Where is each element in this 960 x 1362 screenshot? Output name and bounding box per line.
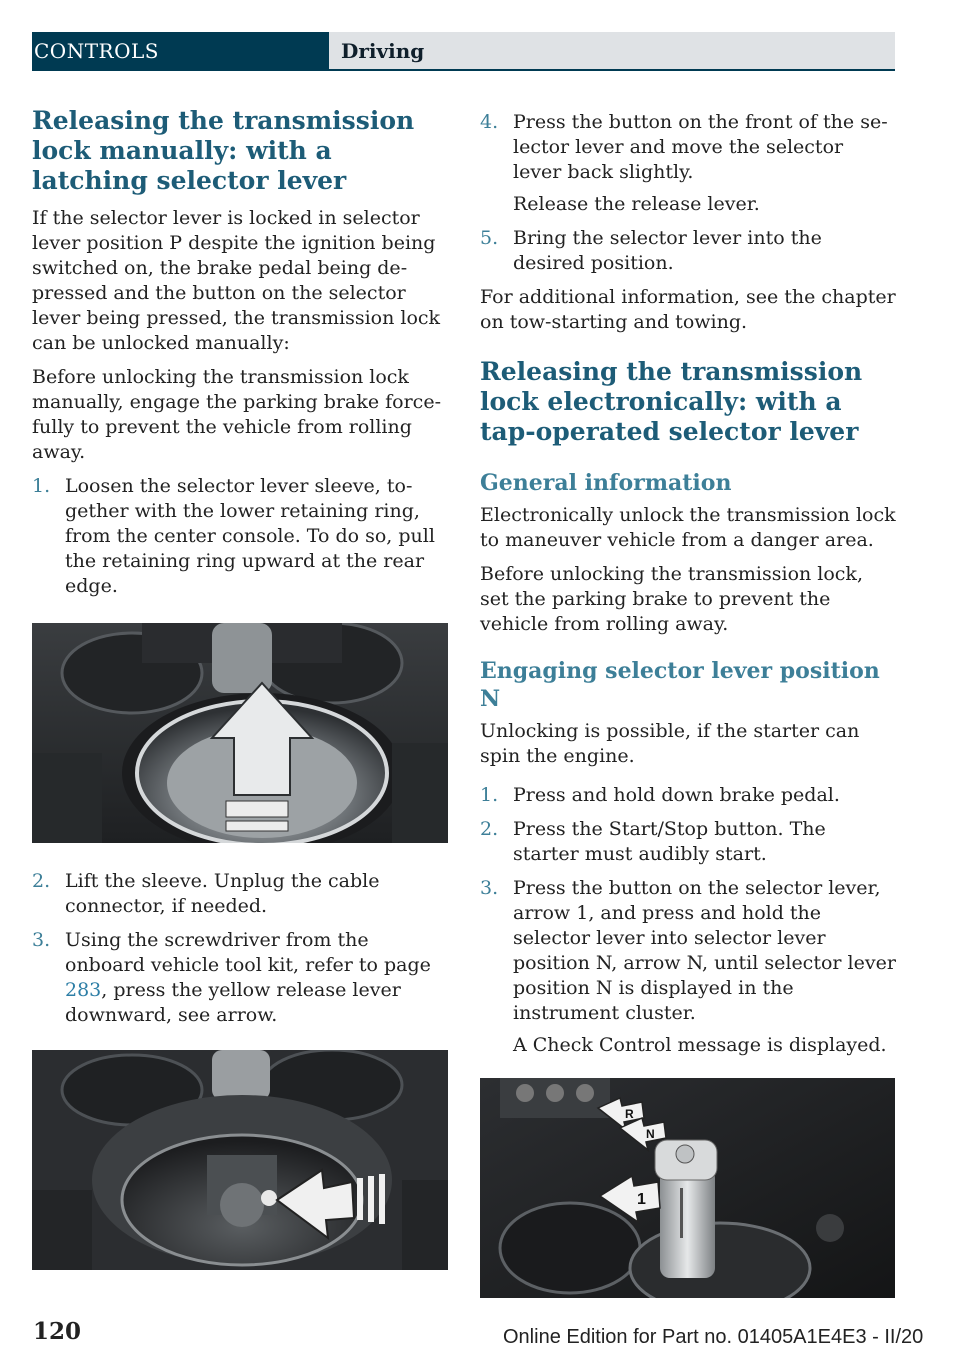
- list-item: [480, 110, 896, 217]
- list-item: [480, 226, 896, 276]
- figure-release-lever: [32, 1050, 448, 1270]
- figure-tap-selector-lever: [480, 1078, 895, 1298]
- paragraph-general-2: Before unlocking the transmission lock, set the parking brake to prevent the vehicle from rolling away.: [480, 563, 863, 635]
- subheading-engaging-n: Engaging selector lever position N: [480, 658, 880, 712]
- arrow-1-label: 1: [637, 1191, 646, 1208]
- arrow-n-label: N: [646, 1127, 655, 1141]
- step-number: 1.: [32, 475, 51, 497]
- page-reference-link[interactable]: 283: [65, 979, 102, 1001]
- list-item: [32, 928, 448, 1028]
- footer-edition: Online Edition for Part no. 01405A1E4E3 - II/20: [503, 1326, 924, 1348]
- list-item: [32, 474, 448, 599]
- paragraph-general-1: Electronically unlock the transmission lock to maneuver vehicle from a danger area.: [480, 504, 896, 551]
- page-header: [32, 32, 895, 71]
- manual-steps-list-continued: [32, 869, 448, 1028]
- section-heading-manual-release: Releasing the transmission lock manually: with a latching selector lever: [32, 106, 415, 195]
- manual-steps-list: [32, 474, 448, 599]
- paragraph-engage: Unlocking is possible, if the starter can spin the engine.: [480, 720, 860, 767]
- step-text-start: Using the screwdriver from the onboard vehicle tool kit, refer to page: [65, 929, 431, 976]
- subheading-general-information: General information: [480, 470, 732, 496]
- step-text: Lift the sleeve. Unplug the cable connector, if needed.: [65, 870, 380, 917]
- paragraph-parking-brake: Before unlocking the transmission lock manually, engage the parking brake forcefully to prevent the vehicle from rolling away.: [32, 366, 441, 463]
- right-column: [480, 110, 896, 1324]
- engage-steps-list: [480, 783, 896, 1058]
- manual-steps-list-final: [480, 110, 896, 276]
- step-number: 2.: [480, 818, 499, 840]
- step-text: Press the button on the selector lever, arrow 1, and press and hold the selector lever into selector lever position N, arrow N, until selector lever position N is displayed in the instrument cluster.: [513, 877, 896, 1024]
- step-number: 3.: [32, 929, 51, 951]
- list-item: [32, 869, 448, 919]
- section-heading-electronic-release: Releasing the transmission lock electronically: with a tap-operated selector lever: [480, 357, 863, 446]
- paragraph-locked-condition: If the selector lever is locked in selector lever position P despite the ignition being switched on, the brake pedal being depressed and the button on the selector lever being pressed, the transmission lock can be unlocked manually:: [32, 207, 441, 354]
- step-subtext: Release the release lever.: [513, 193, 760, 215]
- figure-selector-sleeve: [32, 623, 448, 843]
- step-text: Press the Start/Stop button. The starter must audibly start.: [513, 818, 826, 865]
- step-text: Loosen the selector lever sleeve, together with the lower retaining ring, from the center console. To do so, pull the retaining ring upward at the rear edge.: [65, 475, 435, 597]
- left-column: [32, 106, 448, 1296]
- release-lever-illustration: [32, 1050, 448, 1270]
- step-number: 2.: [32, 870, 51, 892]
- step-number: 5.: [480, 227, 499, 249]
- list-item: [480, 817, 896, 867]
- arrow-r-label: R: [625, 1107, 634, 1121]
- step-number: 3.: [480, 877, 499, 899]
- console-sleeve-illustration: [32, 623, 448, 843]
- step-text: Bring the selector lever into the desired position.: [513, 227, 822, 274]
- header-rule: [329, 69, 895, 71]
- step-number: 1.: [480, 784, 499, 806]
- step-subtext: A Check Control message is displayed.: [513, 1034, 887, 1056]
- list-item: [480, 876, 896, 1058]
- step-number: 4.: [480, 111, 499, 133]
- step-text: Press and hold down brake pedal.: [513, 784, 840, 806]
- paragraph-additional-info: For additional information, see the chapter on tow-starting and towing.: [480, 286, 896, 333]
- step-text-end: , press the yellow release lever downward, see arrow.: [65, 979, 401, 1026]
- page-number: 120: [33, 1318, 82, 1345]
- list-item: [480, 783, 896, 808]
- header-section-title: CONTROLS: [32, 32, 329, 71]
- tap-selector-illustration: [480, 1078, 895, 1298]
- header-chapter-title: Driving: [329, 32, 895, 69]
- step-text: Press the button on the front of the selector lever and move the selector lever back slightly.: [513, 111, 888, 183]
